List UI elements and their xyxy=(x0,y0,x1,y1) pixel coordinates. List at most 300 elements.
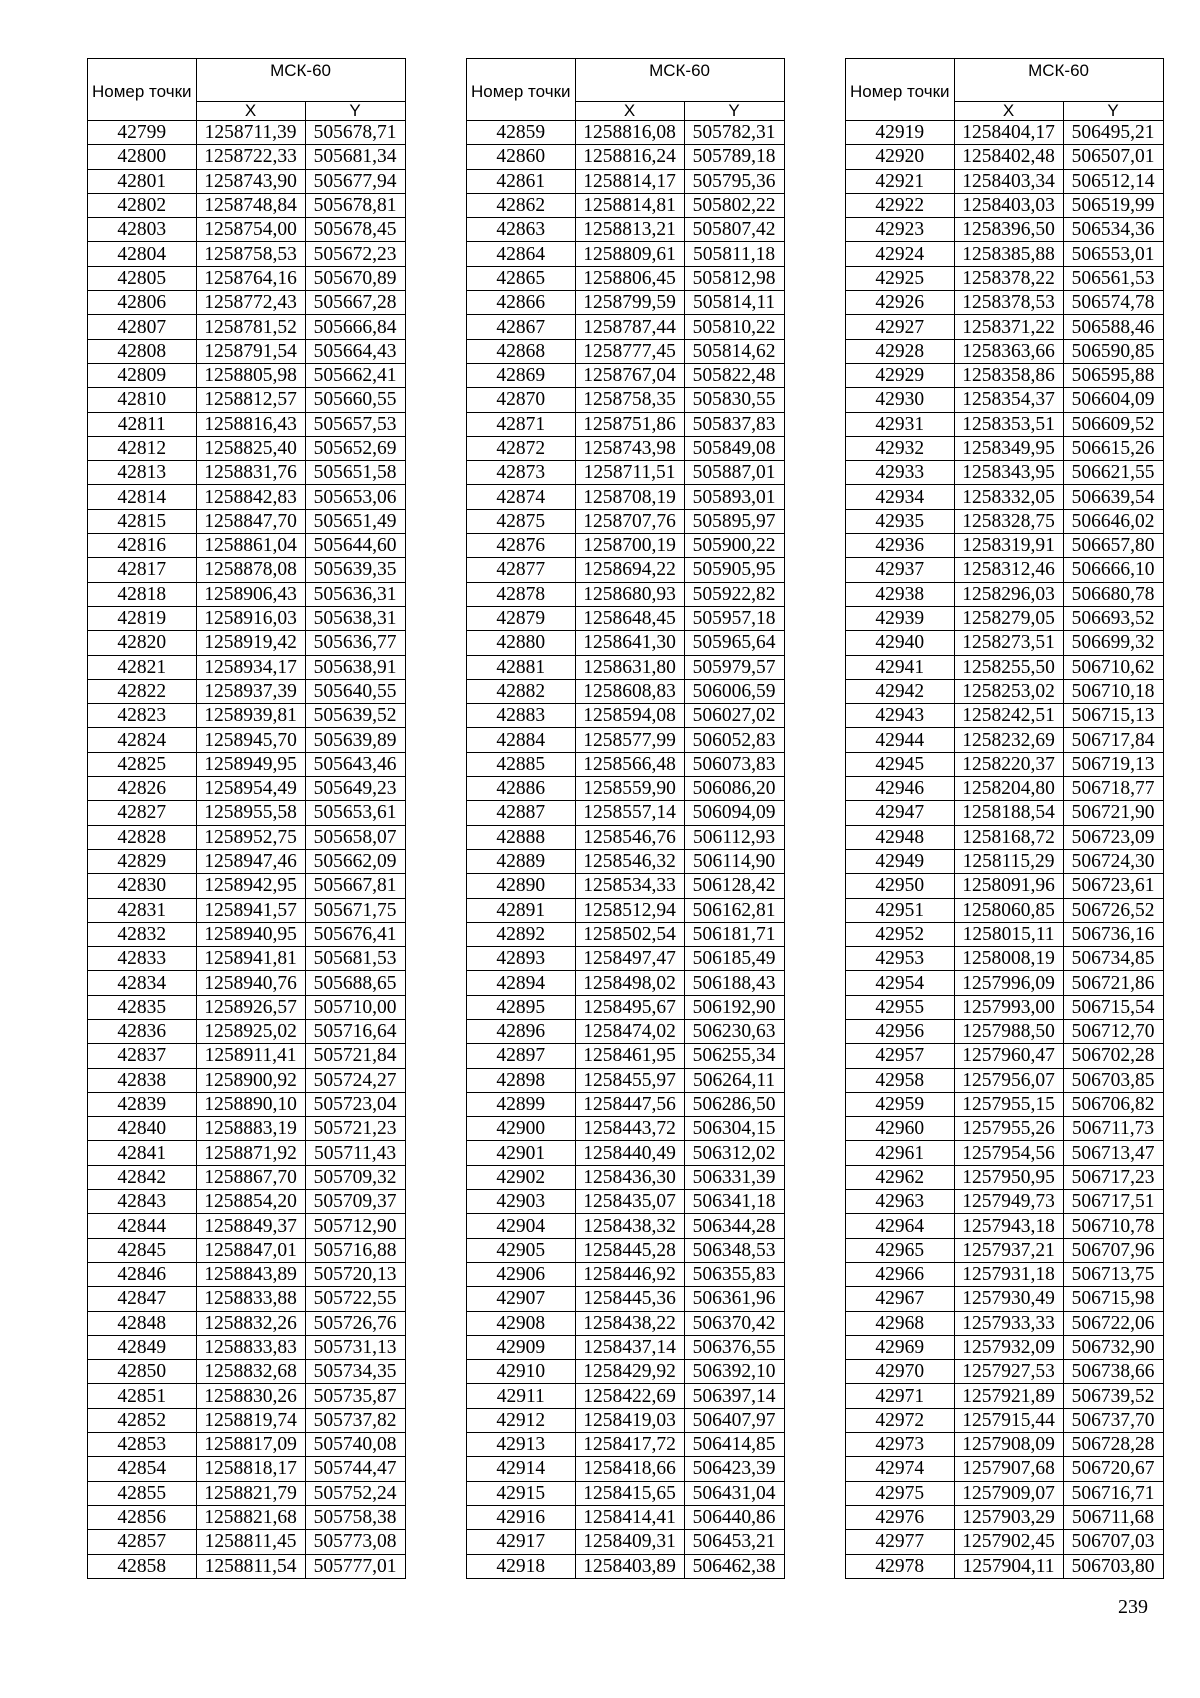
table-row xyxy=(467,388,785,412)
table-row xyxy=(846,1530,1164,1554)
x-coordinate-cell: 1258495,67 xyxy=(575,995,684,1019)
table-row xyxy=(846,509,1164,533)
x-coordinate-cell: 1258751,86 xyxy=(575,412,684,436)
x-coordinate-cell: 1257931,18 xyxy=(954,1262,1063,1286)
table-row xyxy=(467,242,785,266)
point-number-cell: 42897 xyxy=(467,1044,576,1068)
y-coordinate-cell: 505676,41 xyxy=(305,922,405,946)
y-coordinate-cell: 506707,96 xyxy=(1063,1238,1163,1262)
x-coordinate-cell: 1258711,39 xyxy=(196,121,305,145)
x-coordinate-cell: 1258060,85 xyxy=(954,898,1063,922)
y-header: Y xyxy=(1063,102,1163,121)
point-number-cell: 42949 xyxy=(846,849,955,873)
y-coordinate-cell: 506162,81 xyxy=(684,898,784,922)
x-coordinate-cell: 1258926,57 xyxy=(196,995,305,1019)
x-coordinate-cell: 1258871,92 xyxy=(196,1141,305,1165)
table-row xyxy=(467,1190,785,1214)
table-row xyxy=(88,1092,406,1116)
x-coordinate-cell: 1258816,24 xyxy=(575,145,684,169)
point-number-cell: 42880 xyxy=(467,631,576,655)
point-number-cell: 42835 xyxy=(88,995,197,1019)
table-row xyxy=(846,1068,1164,1092)
x-coordinate-cell: 1258253,02 xyxy=(954,679,1063,703)
table-row xyxy=(88,1141,406,1165)
y-coordinate-cell: 505812,98 xyxy=(684,266,784,290)
x-coordinate-cell: 1258916,03 xyxy=(196,606,305,630)
x-coordinate-cell: 1258847,01 xyxy=(196,1238,305,1262)
x-coordinate-cell: 1258867,70 xyxy=(196,1165,305,1189)
x-coordinate-cell: 1258497,47 xyxy=(575,947,684,971)
table-row xyxy=(467,631,785,655)
table-row xyxy=(467,874,785,898)
y-coordinate-cell: 506713,47 xyxy=(1063,1141,1163,1165)
x-coordinate-cell: 1258941,57 xyxy=(196,898,305,922)
table-row xyxy=(846,1384,1164,1408)
y-coordinate-cell: 506590,85 xyxy=(1063,339,1163,363)
point-number-cell: 42942 xyxy=(846,679,955,703)
point-number-cell: 42858 xyxy=(88,1554,197,1578)
table-row xyxy=(846,363,1164,387)
x-coordinate-cell: 1258328,75 xyxy=(954,509,1063,533)
point-number-cell: 42940 xyxy=(846,631,955,655)
y-coordinate-cell: 505644,60 xyxy=(305,534,405,558)
y-coordinate-cell: 505716,64 xyxy=(305,1019,405,1043)
point-number-cell: 42846 xyxy=(88,1262,197,1286)
point-number-cell: 42896 xyxy=(467,1019,576,1043)
point-number-cell: 42861 xyxy=(467,169,576,193)
table-row xyxy=(467,1554,785,1578)
y-coordinate-cell: 506453,21 xyxy=(684,1530,784,1554)
point-number-cell: 42921 xyxy=(846,169,955,193)
point-number-cell: 42946 xyxy=(846,777,955,801)
point-number-cell: 42927 xyxy=(846,315,955,339)
table-row xyxy=(467,558,785,582)
y-coordinate-cell: 505667,28 xyxy=(305,291,405,315)
point-number-cell: 42800 xyxy=(88,145,197,169)
x-coordinate-cell: 1258403,03 xyxy=(954,193,1063,217)
table-row xyxy=(846,606,1164,630)
y-coordinate-cell: 506703,80 xyxy=(1063,1554,1163,1578)
table-row xyxy=(846,145,1164,169)
y-coordinate-cell: 506666,10 xyxy=(1063,558,1163,582)
table-row xyxy=(88,971,406,995)
x-coordinate-cell: 1257943,18 xyxy=(954,1214,1063,1238)
x-coordinate-cell: 1258832,26 xyxy=(196,1311,305,1335)
x-coordinate-cell: 1257937,21 xyxy=(954,1238,1063,1262)
y-coordinate-cell: 505652,69 xyxy=(305,436,405,460)
x-coordinate-cell: 1258806,45 xyxy=(575,266,684,290)
table-row xyxy=(88,388,406,412)
y-coordinate-cell: 505777,01 xyxy=(305,1554,405,1578)
table-row xyxy=(467,1481,785,1505)
x-coordinate-cell: 1258445,36 xyxy=(575,1287,684,1311)
table-row xyxy=(846,922,1164,946)
point-number-cell: 42843 xyxy=(88,1190,197,1214)
point-number-cell: 42801 xyxy=(88,169,197,193)
point-number-cell: 42882 xyxy=(467,679,576,703)
x-coordinate-cell: 1258945,70 xyxy=(196,728,305,752)
x-coordinate-cell: 1258900,92 xyxy=(196,1068,305,1092)
x-coordinate-cell: 1258498,02 xyxy=(575,971,684,995)
y-coordinate-cell: 506711,68 xyxy=(1063,1505,1163,1529)
point-number-cell: 42871 xyxy=(467,412,576,436)
coordinate-table-1 xyxy=(87,58,406,1579)
x-coordinate-cell: 1257956,07 xyxy=(954,1068,1063,1092)
table-row xyxy=(88,582,406,606)
y-coordinate-cell: 506376,55 xyxy=(684,1335,784,1359)
y-coordinate-cell: 506713,75 xyxy=(1063,1262,1163,1286)
point-number-cell: 42865 xyxy=(467,266,576,290)
table-row xyxy=(88,874,406,898)
x-coordinate-cell: 1258781,52 xyxy=(196,315,305,339)
x-coordinate-cell: 1258772,43 xyxy=(196,291,305,315)
y-coordinate-cell: 506397,14 xyxy=(684,1384,784,1408)
table-row xyxy=(88,461,406,485)
point-number-cell: 42892 xyxy=(467,922,576,946)
x-coordinate-cell: 1258436,30 xyxy=(575,1165,684,1189)
x-coordinate-cell: 1258440,49 xyxy=(575,1141,684,1165)
point-number-cell: 42841 xyxy=(88,1141,197,1165)
x-coordinate-cell: 1258949,95 xyxy=(196,752,305,776)
y-coordinate-cell: 505657,53 xyxy=(305,412,405,436)
point-number-cell: 42902 xyxy=(467,1165,576,1189)
y-coordinate-cell: 505905,95 xyxy=(684,558,784,582)
x-coordinate-cell: 1258814,17 xyxy=(575,169,684,193)
point-number-cell: 42920 xyxy=(846,145,955,169)
x-coordinate-cell: 1258707,76 xyxy=(575,509,684,533)
y-coordinate-cell: 505660,55 xyxy=(305,388,405,412)
y-coordinate-cell: 506423,39 xyxy=(684,1457,784,1481)
point-number-cell: 42935 xyxy=(846,509,955,533)
x-coordinate-cell: 1258546,32 xyxy=(575,849,684,873)
y-coordinate-cell: 505811,18 xyxy=(684,242,784,266)
table-row xyxy=(88,1019,406,1043)
point-number-cell: 42826 xyxy=(88,777,197,801)
table-row xyxy=(467,777,785,801)
point-number-cell: 42977 xyxy=(846,1530,955,1554)
point-number-cell: 42816 xyxy=(88,534,197,558)
y-coordinate-cell: 505837,83 xyxy=(684,412,784,436)
point-number-cell: 42802 xyxy=(88,193,197,217)
x-coordinate-cell: 1258220,37 xyxy=(954,752,1063,776)
y-coordinate-cell: 506717,23 xyxy=(1063,1165,1163,1189)
y-coordinate-cell: 505643,46 xyxy=(305,752,405,776)
x-coordinate-cell: 1258409,31 xyxy=(575,1530,684,1554)
point-number-cell: 42973 xyxy=(846,1433,955,1457)
x-coordinate-cell: 1258854,20 xyxy=(196,1190,305,1214)
table-row xyxy=(846,1214,1164,1238)
y-coordinate-cell: 505667,81 xyxy=(305,874,405,898)
point-number-header: Номер точки xyxy=(846,59,955,121)
x-coordinate-cell: 1258296,03 xyxy=(954,582,1063,606)
point-number-cell: 42878 xyxy=(467,582,576,606)
point-number-cell: 42869 xyxy=(467,363,576,387)
coordinate-table-2 xyxy=(466,58,785,1579)
y-coordinate-cell: 505671,75 xyxy=(305,898,405,922)
x-coordinate-cell: 1258833,88 xyxy=(196,1287,305,1311)
point-number-cell: 42967 xyxy=(846,1287,955,1311)
table-row xyxy=(467,752,785,776)
table-row xyxy=(467,995,785,1019)
point-number-cell: 42932 xyxy=(846,436,955,460)
y-coordinate-cell: 505664,43 xyxy=(305,339,405,363)
y-coordinate-cell: 505814,11 xyxy=(684,291,784,315)
x-coordinate-cell: 1258404,17 xyxy=(954,121,1063,145)
table-row xyxy=(846,1165,1164,1189)
point-number-cell: 42829 xyxy=(88,849,197,873)
table-row xyxy=(467,291,785,315)
y-coordinate-cell: 505734,35 xyxy=(305,1360,405,1384)
point-number-cell: 42873 xyxy=(467,461,576,485)
y-coordinate-cell: 505639,35 xyxy=(305,558,405,582)
y-coordinate-cell: 505658,07 xyxy=(305,825,405,849)
y-coordinate-cell: 505726,76 xyxy=(305,1311,405,1335)
y-coordinate-cell: 505724,27 xyxy=(305,1068,405,1092)
point-number-cell: 42810 xyxy=(88,388,197,412)
x-coordinate-cell: 1258008,19 xyxy=(954,947,1063,971)
point-number-cell: 42947 xyxy=(846,801,955,825)
y-coordinate-cell: 506739,52 xyxy=(1063,1384,1163,1408)
table-row xyxy=(467,485,785,509)
point-number-cell: 42862 xyxy=(467,193,576,217)
table-row xyxy=(467,1068,785,1092)
point-number-cell: 42916 xyxy=(467,1505,576,1529)
point-number-cell: 42913 xyxy=(467,1433,576,1457)
table-row xyxy=(467,1408,785,1432)
point-number-cell: 42912 xyxy=(467,1408,576,1432)
x-coordinate-cell: 1258883,19 xyxy=(196,1117,305,1141)
point-number-cell: 42839 xyxy=(88,1092,197,1116)
x-coordinate-cell: 1258843,89 xyxy=(196,1262,305,1286)
table-row xyxy=(467,1433,785,1457)
point-number-cell: 42863 xyxy=(467,218,576,242)
point-number-cell: 42968 xyxy=(846,1311,955,1335)
table-row xyxy=(846,947,1164,971)
point-number-cell: 42936 xyxy=(846,534,955,558)
table-row xyxy=(846,898,1164,922)
point-number-cell: 42934 xyxy=(846,485,955,509)
table-row xyxy=(88,436,406,460)
table-row xyxy=(467,1262,785,1286)
point-number-cell: 42812 xyxy=(88,436,197,460)
table-row xyxy=(88,339,406,363)
table-body xyxy=(88,121,406,1579)
x-coordinate-cell: 1257988,50 xyxy=(954,1019,1063,1043)
point-number-cell: 42838 xyxy=(88,1068,197,1092)
x-coordinate-cell: 1258743,90 xyxy=(196,169,305,193)
point-number-cell: 42964 xyxy=(846,1214,955,1238)
y-coordinate-cell: 506344,28 xyxy=(684,1214,784,1238)
x-coordinate-cell: 1258849,37 xyxy=(196,1214,305,1238)
table-row xyxy=(88,485,406,509)
point-number-cell: 42889 xyxy=(467,849,576,873)
table-row xyxy=(467,801,785,825)
x-coordinate-cell: 1258015,11 xyxy=(954,922,1063,946)
y-coordinate-cell: 505957,18 xyxy=(684,606,784,630)
point-number-cell: 42831 xyxy=(88,898,197,922)
x-coordinate-cell: 1258438,32 xyxy=(575,1214,684,1238)
table-row xyxy=(846,1505,1164,1529)
x-coordinate-cell: 1258455,97 xyxy=(575,1068,684,1092)
table-row xyxy=(88,1044,406,1068)
table-row xyxy=(846,631,1164,655)
point-number-cell: 42899 xyxy=(467,1092,576,1116)
y-coordinate-cell: 506006,59 xyxy=(684,679,784,703)
y-coordinate-cell: 506052,83 xyxy=(684,728,784,752)
point-number-cell: 42856 xyxy=(88,1505,197,1529)
x-coordinate-cell: 1258940,76 xyxy=(196,971,305,995)
y-coordinate-cell: 505638,31 xyxy=(305,606,405,630)
point-number-cell: 42848 xyxy=(88,1311,197,1335)
y-coordinate-cell: 506440,86 xyxy=(684,1505,784,1529)
y-coordinate-cell: 505830,55 xyxy=(684,388,784,412)
point-number-cell: 42903 xyxy=(467,1190,576,1214)
point-number-cell: 42910 xyxy=(467,1360,576,1384)
y-coordinate-cell: 506706,82 xyxy=(1063,1092,1163,1116)
point-number-cell: 42901 xyxy=(467,1141,576,1165)
point-number-cell: 42915 xyxy=(467,1481,576,1505)
x-coordinate-cell: 1258415,65 xyxy=(575,1481,684,1505)
x-coordinate-cell: 1258354,37 xyxy=(954,388,1063,412)
table-row xyxy=(88,922,406,946)
x-coordinate-cell: 1258814,81 xyxy=(575,193,684,217)
point-number-cell: 42976 xyxy=(846,1505,955,1529)
coordinate-system-header: МСК-60 xyxy=(954,59,1163,102)
table-row xyxy=(846,679,1164,703)
point-number-cell: 42923 xyxy=(846,218,955,242)
y-coordinate-cell: 505979,57 xyxy=(684,655,784,679)
x-coordinate-cell: 1258349,95 xyxy=(954,436,1063,460)
x-coordinate-cell: 1258418,66 xyxy=(575,1457,684,1481)
table-row xyxy=(88,121,406,145)
x-coordinate-cell: 1258764,16 xyxy=(196,266,305,290)
y-coordinate-cell: 505807,42 xyxy=(684,218,784,242)
table-row xyxy=(88,315,406,339)
y-coordinate-cell: 506717,51 xyxy=(1063,1190,1163,1214)
x-coordinate-cell: 1258594,08 xyxy=(575,704,684,728)
y-coordinate-cell: 505678,81 xyxy=(305,193,405,217)
table-row xyxy=(846,1262,1164,1286)
table-header xyxy=(846,59,1164,121)
point-number-cell: 42822 xyxy=(88,679,197,703)
y-coordinate-cell: 506710,62 xyxy=(1063,655,1163,679)
x-coordinate-cell: 1258955,58 xyxy=(196,801,305,825)
table-row xyxy=(88,655,406,679)
x-coordinate-cell: 1258947,46 xyxy=(196,849,305,873)
x-coordinate-cell: 1258939,81 xyxy=(196,704,305,728)
point-number-cell: 42978 xyxy=(846,1554,955,1578)
table-row xyxy=(846,436,1164,460)
table-row xyxy=(88,728,406,752)
point-number-cell: 42833 xyxy=(88,947,197,971)
point-number-cell: 42924 xyxy=(846,242,955,266)
table-row xyxy=(88,1165,406,1189)
y-coordinate-cell: 506331,39 xyxy=(684,1165,784,1189)
table-row xyxy=(846,1117,1164,1141)
table-row xyxy=(467,1505,785,1529)
y-coordinate-cell: 505651,49 xyxy=(305,509,405,533)
point-number-cell: 42879 xyxy=(467,606,576,630)
x-coordinate-cell: 1258419,03 xyxy=(575,1408,684,1432)
x-coordinate-cell: 1258115,29 xyxy=(954,849,1063,873)
y-coordinate-cell: 506094,09 xyxy=(684,801,784,825)
table-row xyxy=(467,1238,785,1262)
y-coordinate-cell: 506639,54 xyxy=(1063,485,1163,509)
y-coordinate-cell: 505723,04 xyxy=(305,1092,405,1116)
x-coordinate-cell: 1258812,57 xyxy=(196,388,305,412)
point-number-cell: 42850 xyxy=(88,1360,197,1384)
table-row xyxy=(846,388,1164,412)
y-coordinate-cell: 505677,94 xyxy=(305,169,405,193)
x-coordinate-cell: 1258358,86 xyxy=(954,363,1063,387)
point-number-cell: 42836 xyxy=(88,1019,197,1043)
x-coordinate-cell: 1258435,07 xyxy=(575,1190,684,1214)
point-number-cell: 42930 xyxy=(846,388,955,412)
table-row xyxy=(467,704,785,728)
y-coordinate-cell: 505681,53 xyxy=(305,947,405,971)
point-number-cell: 42823 xyxy=(88,704,197,728)
table-row xyxy=(88,1311,406,1335)
x-coordinate-cell: 1258694,22 xyxy=(575,558,684,582)
x-coordinate-cell: 1258417,72 xyxy=(575,1433,684,1457)
table-row xyxy=(467,655,785,679)
y-coordinate-cell: 505636,77 xyxy=(305,631,405,655)
table-row xyxy=(88,995,406,1019)
point-number-cell: 42893 xyxy=(467,947,576,971)
point-number-cell: 42956 xyxy=(846,1019,955,1043)
y-coordinate-cell: 505849,08 xyxy=(684,436,784,460)
table-row xyxy=(88,363,406,387)
table-row xyxy=(88,679,406,703)
table-row xyxy=(467,1019,785,1043)
table-row xyxy=(88,1190,406,1214)
point-number-header: Номер точки xyxy=(467,59,576,121)
y-coordinate-cell: 506715,54 xyxy=(1063,995,1163,1019)
x-coordinate-cell: 1258748,84 xyxy=(196,193,305,217)
x-coordinate-cell: 1257932,09 xyxy=(954,1335,1063,1359)
y-coordinate-cell: 506407,97 xyxy=(684,1408,784,1432)
table-row xyxy=(846,1457,1164,1481)
y-coordinate-cell: 506737,70 xyxy=(1063,1408,1163,1432)
point-number-cell: 42814 xyxy=(88,485,197,509)
x-header: X xyxy=(954,102,1063,121)
y-coordinate-cell: 506702,28 xyxy=(1063,1044,1163,1068)
point-number-cell: 42928 xyxy=(846,339,955,363)
x-coordinate-cell: 1258811,54 xyxy=(196,1554,305,1578)
x-coordinate-cell: 1258805,98 xyxy=(196,363,305,387)
table-row xyxy=(467,582,785,606)
y-coordinate-cell: 505887,01 xyxy=(684,461,784,485)
x-coordinate-cell: 1258512,94 xyxy=(575,898,684,922)
point-number-cell: 42911 xyxy=(467,1384,576,1408)
y-coordinate-cell: 506722,06 xyxy=(1063,1311,1163,1335)
point-number-cell: 42922 xyxy=(846,193,955,217)
y-coordinate-cell: 505737,82 xyxy=(305,1408,405,1432)
point-number-cell: 42819 xyxy=(88,606,197,630)
y-coordinate-cell: 505744,47 xyxy=(305,1457,405,1481)
x-coordinate-cell: 1258911,41 xyxy=(196,1044,305,1068)
x-coordinate-cell: 1258279,05 xyxy=(954,606,1063,630)
table-row xyxy=(88,1214,406,1238)
y-coordinate-cell: 506512,14 xyxy=(1063,169,1163,193)
y-coordinate-cell: 506392,10 xyxy=(684,1360,784,1384)
x-coordinate-cell: 1258188,54 xyxy=(954,801,1063,825)
y-coordinate-cell: 505709,32 xyxy=(305,1165,405,1189)
y-coordinate-cell: 505666,84 xyxy=(305,315,405,339)
y-coordinate-cell: 505636,31 xyxy=(305,582,405,606)
y-coordinate-cell: 506721,90 xyxy=(1063,801,1163,825)
y-coordinate-cell: 505782,31 xyxy=(684,121,784,145)
